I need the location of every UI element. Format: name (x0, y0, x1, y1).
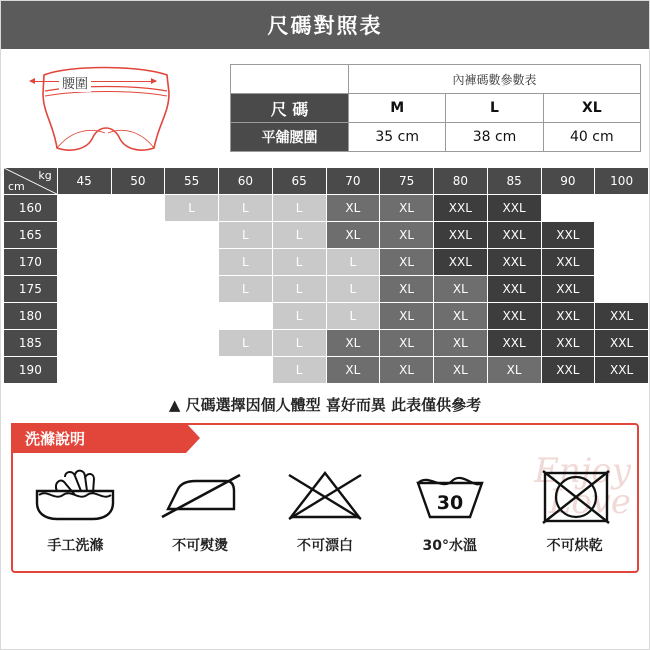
wash-item-no-iron (145, 461, 255, 555)
wash-care-box (11, 423, 639, 573)
matrix-cell-2-2: M (165, 249, 219, 276)
matrix-cell-3-0 (57, 276, 111, 303)
matrix-cell-0-6: XL (380, 195, 434, 222)
matrix-weight-header-1: 50 (111, 168, 165, 195)
matrix-weight-header-2: 55 (165, 168, 219, 195)
matrix-height-header-5: 185 (4, 330, 58, 357)
wash-item-water-temp (395, 461, 505, 555)
matrix-cell-4-0 (57, 303, 111, 330)
matrix-cell-5-7: XL (434, 330, 488, 357)
matrix-cell-0-8: XXL (487, 195, 541, 222)
matrix-height-header-2: 170 (4, 249, 58, 276)
waist-measure-line (31, 81, 156, 82)
waist-label: 腰圍 (59, 73, 91, 92)
waist-value-m: 35 cm (349, 123, 446, 152)
wash-30-icon (402, 461, 498, 527)
matrix-weight-header-9: 90 (541, 168, 595, 195)
matrix-height-unit: cm (8, 180, 25, 193)
matrix-cell-4-10: XXL (595, 303, 649, 330)
matrix-cell-2-5: L (326, 249, 380, 276)
matrix-weight-header-5: 70 (326, 168, 380, 195)
matrix-cell-1-2: M (165, 222, 219, 249)
matrix-cell-5-5: XL (326, 330, 380, 357)
matrix-cell-2-0 (57, 249, 111, 276)
matrix-weight-header-7: 80 (434, 168, 488, 195)
waist-value-l: 38 cm (446, 123, 543, 152)
matrix-corner-cell (4, 168, 58, 195)
matrix-cell-5-10: XXL (595, 330, 649, 357)
wash-item-label-4: 不可烘乾 (546, 538, 603, 554)
matrix-cell-4-3: M (219, 303, 273, 330)
matrix-cell-0-10 (595, 195, 649, 222)
matrix-cell-6-3 (219, 357, 273, 384)
matrix-cell-0-5: XL (326, 195, 380, 222)
matrix-cell-5-2: M (165, 330, 219, 357)
matrix-cell-1-7: XXL (434, 222, 488, 249)
wash-item-label-3: 30°水溫 (422, 538, 478, 554)
wash-item-no-tumble-dry (520, 461, 630, 555)
page-title-text: 尺碼對照表 (267, 14, 383, 38)
wash-item-label-1: 不可熨燙 (172, 538, 229, 554)
matrix-cell-6-8: XL (487, 357, 541, 384)
matrix-cell-1-6: XL (380, 222, 434, 249)
size-matrix-table (3, 167, 649, 384)
matrix-cell-3-7: XL (434, 276, 488, 303)
size-header-m: M (349, 94, 446, 123)
matrix-cell-4-1 (111, 303, 165, 330)
size-parameter-table (230, 64, 641, 152)
size-table-row-label-1: 平舖腰圍 (231, 123, 349, 152)
matrix-cell-0-0: M (57, 195, 111, 222)
matrix-cell-4-2: M (165, 303, 219, 330)
matrix-cell-2-3: L (219, 249, 273, 276)
matrix-weight-unit: kg (38, 169, 52, 182)
matrix-cell-1-10 (595, 222, 649, 249)
wash-item-hand-wash (20, 461, 130, 555)
matrix-cell-2-1: M (111, 249, 165, 276)
matrix-cell-1-4: L (272, 222, 326, 249)
matrix-cell-4-9: XXL (541, 303, 595, 330)
matrix-cell-5-0 (57, 330, 111, 357)
wash-item-no-bleach (270, 461, 380, 555)
matrix-cell-3-3: L (219, 276, 273, 303)
matrix-weight-header-0: 45 (57, 168, 111, 195)
size-table-row-label-0: 尺 碼 (231, 94, 349, 123)
underwear-outline-icon (9, 53, 224, 163)
matrix-cell-6-1 (111, 357, 165, 384)
watermark-line-2: Love (548, 482, 631, 522)
matrix-cell-0-1: M (111, 195, 165, 222)
disclaimer-note: ▲ 尺碼選擇因個人體型 喜好而異 此表僅供參考 (168, 396, 482, 414)
matrix-cell-2-10 (595, 249, 649, 276)
matrix-row (4, 303, 649, 330)
wash-item-label-0: 手工洗滌 (47, 538, 104, 554)
matrix-cell-3-8: XXL (487, 276, 541, 303)
matrix-cell-6-10: XXL (595, 357, 649, 384)
matrix-cell-6-6: XL (380, 357, 434, 384)
top-info-zone (1, 49, 649, 167)
matrix-cell-2-9: XXL (541, 249, 595, 276)
matrix-cell-3-4: L (272, 276, 326, 303)
matrix-cell-3-10 (595, 276, 649, 303)
matrix-cell-3-2: M (165, 276, 219, 303)
matrix-weight-header-8: 85 (487, 168, 541, 195)
matrix-cell-1-0: M (57, 222, 111, 249)
matrix-cell-6-0 (57, 357, 111, 384)
matrix-height-header-0: 160 (4, 195, 58, 222)
matrix-cell-3-6: XL (380, 276, 434, 303)
hand-wash-icon (27, 461, 123, 527)
no-iron-icon (152, 461, 248, 527)
matrix-height-header-3: 175 (4, 276, 58, 303)
matrix-cell-5-9: XXL (541, 330, 595, 357)
underwear-illustration (9, 53, 224, 163)
matrix-cell-2-8: XXL (487, 249, 541, 276)
matrix-cell-2-7: XXL (434, 249, 488, 276)
matrix-cell-3-9: XXL (541, 276, 595, 303)
matrix-height-header-4: 180 (4, 303, 58, 330)
matrix-cell-2-6: XL (380, 249, 434, 276)
matrix-cell-4-8: XXL (487, 303, 541, 330)
matrix-cell-5-1 (111, 330, 165, 357)
matrix-height-header-1: 165 (4, 222, 58, 249)
wash-temp-value: 30 (436, 492, 464, 514)
matrix-weight-header-4: 65 (272, 168, 326, 195)
matrix-cell-5-6: XL (380, 330, 434, 357)
matrix-cell-3-1: M (111, 276, 165, 303)
matrix-row (4, 276, 649, 303)
matrix-cell-0-2: L (165, 195, 219, 222)
matrix-row (4, 195, 649, 222)
matrix-row (4, 330, 649, 357)
matrix-cell-4-4: L (272, 303, 326, 330)
matrix-row (4, 357, 649, 384)
matrix-cell-1-5: XL (326, 222, 380, 249)
matrix-cell-1-9: XXL (541, 222, 595, 249)
size-header-xl: XL (543, 94, 640, 123)
matrix-cell-6-2 (165, 357, 219, 384)
matrix-height-header-6: 190 (4, 357, 58, 384)
waist-value-xl: 40 cm (543, 123, 640, 152)
matrix-weight-header-3: 60 (219, 168, 273, 195)
size-table-title: 內褲碼數參數表 (349, 65, 641, 94)
matrix-cell-5-8: XXL (487, 330, 541, 357)
matrix-cell-5-3: L (219, 330, 273, 357)
size-matrix-wrap (1, 167, 649, 384)
matrix-cell-0-3: L (219, 195, 273, 222)
matrix-cell-0-9 (541, 195, 595, 222)
matrix-cell-3-5: L (326, 276, 380, 303)
matrix-cell-4-5: L (326, 303, 380, 330)
no-tumble-dry-icon (527, 461, 623, 527)
matrix-cell-2-4: L (272, 249, 326, 276)
size-header-l: L (446, 94, 543, 123)
matrix-cell-1-8: XXL (487, 222, 541, 249)
matrix-row (4, 249, 649, 276)
matrix-cell-1-1: M (111, 222, 165, 249)
matrix-weight-header-6: 75 (380, 168, 434, 195)
wash-item-label-2: 不可漂白 (296, 538, 353, 554)
matrix-cell-6-5: XL (326, 357, 380, 384)
matrix-cell-1-3: L (219, 222, 273, 249)
wash-care-tag-label: 洗滌說明 (25, 429, 86, 448)
matrix-weight-header-10: 100 (595, 168, 649, 195)
matrix-cell-6-9: XXL (541, 357, 595, 384)
no-bleach-icon (277, 461, 373, 527)
page-title (1, 1, 649, 49)
watermark-line-1: Enjoy (534, 451, 631, 491)
matrix-cell-5-4: L (272, 330, 326, 357)
matrix-cell-0-4: L (272, 195, 326, 222)
matrix-cell-6-4: L (272, 357, 326, 384)
wash-care-tag (11, 423, 186, 453)
matrix-cell-6-7: XL (434, 357, 488, 384)
matrix-cell-0-7: XXL (434, 195, 488, 222)
matrix-cell-4-6: XL (380, 303, 434, 330)
matrix-cell-4-7: XL (434, 303, 488, 330)
matrix-row (4, 222, 649, 249)
